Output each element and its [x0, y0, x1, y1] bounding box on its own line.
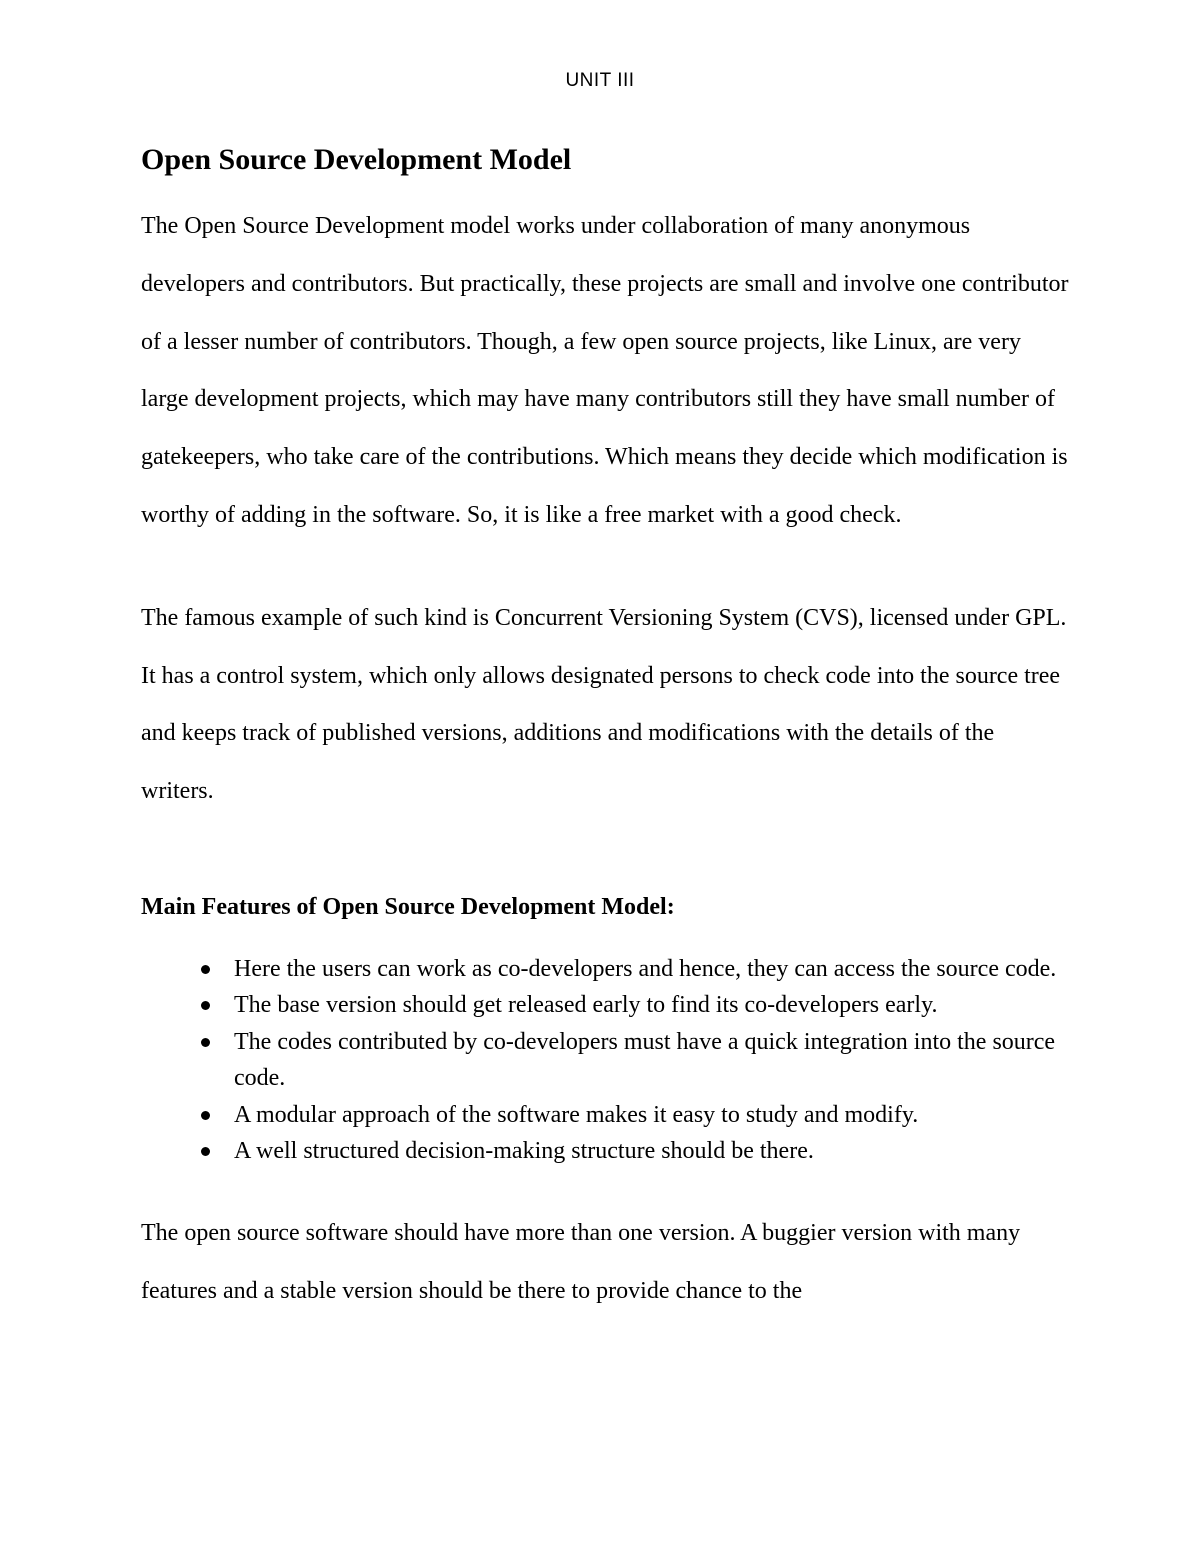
bullet-icon [201, 1111, 210, 1120]
paragraph-intro: The Open Source Development model works under collaboration of many anonymous developers and contributors. But practically, these projects are small and involve one contributor of a lesser number of contributors. Though, a few open source projects, like Linux, are very large development projects, which may have many contributors still they have small number of gatekeepers, who take care of the contributions. Which means they decide which modification is worthy of adding in the software. So, it is like a free market with a good check. [141, 213, 1069, 528]
list-item [234, 951, 1071, 987]
list-item-text: A modular approach of the software makes it easy to study and modify. [234, 1101, 919, 1128]
paragraph-versions: The open source software should have more than one version. A buggier version with many features and a stable version should be there to provide chance to the [141, 1220, 1021, 1305]
list-item [234, 1133, 1071, 1169]
page-header: UNIT III [565, 70, 635, 91]
list-item-text: A well structured decision-making structure should be there. [234, 1138, 814, 1164]
features-heading: Main Features of Open Source Development Model: [141, 893, 675, 920]
list-item [234, 1097, 1071, 1133]
list-item [234, 987, 1071, 1023]
list-item [234, 1024, 1071, 1097]
list-item-text: The base version should get released early to find its co-developers early. [234, 992, 938, 1019]
list-item-text: The codes contributed by co-developers must have a quick integration into the source code. [234, 1028, 1056, 1092]
bullet-icon [201, 1147, 210, 1156]
paragraph-cvs-example: The famous example of such kind is Concurrent Versioning System (CVS), licensed under GPL. It has a control system, which only allows designated persons to check code into the source tree and keeps track of published versions, additions and modifications with the details of the writers. [141, 604, 1067, 805]
list-item-text: Here the users can work as co-developers and hence, they can access the source code. [234, 955, 1057, 982]
features-list [141, 951, 1071, 1169]
bullet-icon [201, 965, 210, 974]
document-body [141, 138, 1071, 1321]
bullet-icon [201, 1001, 210, 1010]
document-title: Open Source Development Model [141, 143, 572, 176]
bullet-icon [201, 1038, 210, 1047]
